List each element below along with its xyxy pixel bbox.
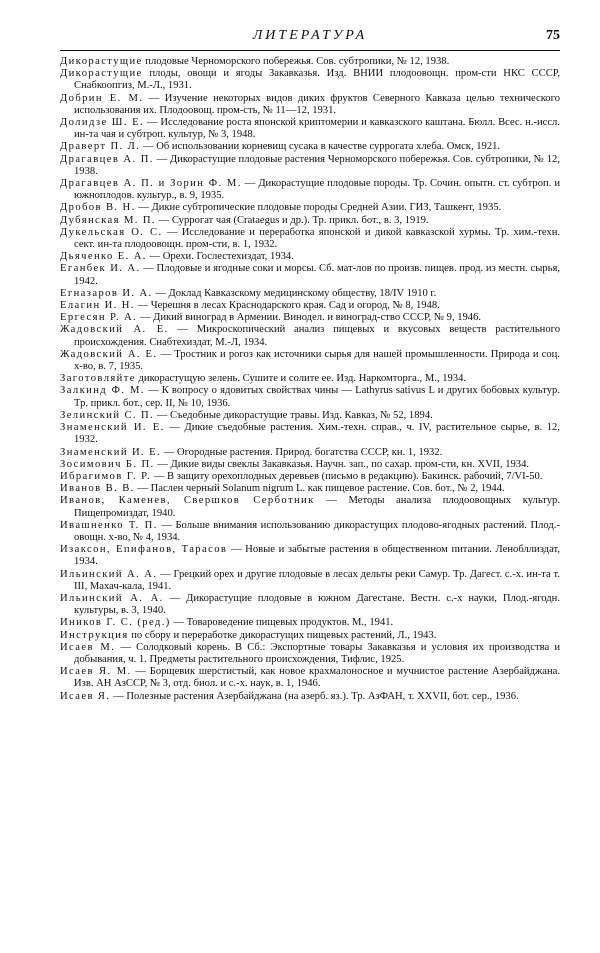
bibliography-entry [60, 300, 560, 312]
entry-author: Изаксон, Епифанов, Тарасов [60, 544, 228, 556]
bibliography-entry [60, 410, 560, 422]
entry-text: — Товароведение пищевых продуктов. М., 1941. [170, 617, 394, 629]
entry-text: — К вопросу о ядовитых свойствах чины — Lathyrus sativus L и других бобовых культур. Тр. прикл. бот., сер. II, № 10, 1936. [74, 385, 560, 409]
entry-text: — Черешня в лесах Краснодарского края. Сад и огород, № 8, 1948. [134, 300, 440, 312]
entry-author: Дробов В. Н. [60, 202, 136, 214]
running-title: ЛИТЕРАТУРА [252, 28, 368, 43]
entry-author: Знаменский И. Е. [60, 446, 162, 458]
entry-text: дикорастущую зелень. Сушите и солите ее. Изд. Наркомторга., М., 1934. [135, 373, 467, 385]
entry-author: Дикорастущие [60, 56, 143, 67]
entry-author: Дубянская М. П. [60, 214, 156, 226]
entry-text: — Дикие виды свеклы Закавказья. Научн. зап., по сахар. пром-сти, кн. XVII, 1934. [154, 458, 530, 470]
bibliography-entry [60, 630, 560, 642]
bibliography-entry [60, 691, 560, 703]
entry-author: Ильинский А. А. [60, 568, 158, 580]
bibliography-entry [60, 642, 560, 666]
bibliography-entry [60, 93, 560, 117]
entry-author: Жадовский А. Е. [60, 348, 158, 360]
entry-text: по сбору и переработке дикорастущих пищевых растений, Л., 1943. [128, 629, 437, 641]
entry-text: — Дикорастущие плодовые в южном Дагестане. Вестн. с.-х науки, Плод.-ягодн. культуры, в. 3, 1940. [74, 592, 560, 617]
entry-text: — Суррогат чая (Crataegus и др.). Тр. прикл. бот., в. 3, 1919. [155, 214, 429, 226]
entry-text: — Дикорастущие плодовые растения Черноморского побережья. Сов. субтропики, № 12, 1938. [74, 153, 560, 177]
entry-author: Исаев Я. М. [60, 666, 132, 678]
entry-author: Иванов В. В. [60, 483, 135, 495]
entry-text: — Паслен черный Solanum nigrum L. как пищевое растение. Сов. бот., № 2, 1944. [134, 483, 505, 495]
entry-author: Иванов, Каменев, Свершков Серботник [60, 495, 315, 507]
entry-text: — Борщевик шерстистый, как новое крахмалоносное и мучнистое растение Азербайджана. Изв. АН АзССР, № 3, отд. биол. и с.-х. наук, в. 1, 1946. [74, 666, 561, 690]
page-number: 75 [546, 28, 560, 43]
entry-text: — Исследование роста японской криптомерии и кавказского каштана. Бюлл. Всес. н.-иссл. ин-та чая и субтроп. культур, № 3, 1948. [74, 117, 560, 141]
entry-text: — Дикие съедобные растения. Хим.-техн. справ., ч. IV, растительное сырье, в. 12, 1932. [74, 422, 560, 446]
entry-author: Дьяченко Е. А. [60, 251, 147, 263]
entry-text: — Солодковый корень. В Сб.: Экспортные товары Закавказья и условия их производства и добывания, ч. 1. Предметы растительного происхождения, Тифлис, 1925. [74, 641, 560, 665]
bibliography-entry [60, 227, 560, 251]
bibliography-entry [60, 312, 560, 324]
entry-text: — Дикий виноград в Армении. Винодел. и виноград-ство СССР, № 9, 1946. [137, 312, 482, 324]
entry-author: Дикорастущие [60, 68, 143, 80]
page-header [60, 28, 560, 50]
entry-author: Заготовляйте [60, 373, 136, 385]
entry-author: Дукельская О. С. [60, 226, 163, 238]
bibliography-entry [60, 447, 560, 459]
entry-author: Добрин Е. М. [60, 92, 144, 104]
entry-author: Залкинд Ф. М. [60, 385, 145, 397]
bibliography-entry [60, 349, 560, 373]
entry-author: Драверт П. Л. [60, 141, 141, 153]
bibliography-entry [60, 666, 560, 690]
entry-author: Исаев Я. [60, 690, 111, 702]
entry-author: Драгавцев А. П. и Зорин Ф. М. [60, 178, 242, 190]
entry-text: — Грецкий орех и другие плодовые в лесах дельты реки Самур. Тр. Дагест. с.-х. ин-та т. III, Махач-кала, 1941. [74, 568, 560, 592]
entry-author: Ибрагимов Г. Р. [60, 470, 152, 482]
bibliography-entry [60, 373, 560, 385]
entry-author: Елагин И. Н. [60, 300, 135, 312]
bibliography-entry [60, 117, 560, 141]
bibliography-entry [60, 459, 560, 471]
entry-author: Ергесян Р. А. [60, 312, 138, 324]
entry-author: Еганбек И. А. [60, 263, 141, 275]
entry-text: — Съедобные дикорастущие травы. Изд. Кавказ, № 52, 1894. [154, 409, 433, 421]
bibliography-entry [60, 520, 560, 544]
bibliography-entry [60, 544, 560, 568]
entry-text: — Больше внимания использованию дикорастущих плодово-ягодных растений. Плод.-овощн. х-во, № 4, 1934. [74, 519, 560, 543]
bibliography-entry [60, 202, 560, 214]
bibliography-entry [60, 593, 560, 617]
entry-author: Знаменский И. Е. [60, 422, 165, 434]
entry-text: — Доклад Кавказскому медицинскому обществу, 18/IV 1910 г. [152, 287, 437, 299]
entry-text: — Изучение некоторых видов диких фруктов Северного Кавказа целью технического использования их. Плодоовощ. пром-сть, № 11—12, 1931. [74, 92, 560, 116]
bibliography-entry [60, 617, 560, 629]
entry-text: — Новые и забытые растения в общественном питании. Ленобллиздат, 1934. [74, 544, 560, 568]
bibliography-entry [60, 471, 560, 483]
entry-author: Жадовский А. Е. [60, 324, 169, 336]
entry-text: — Микроскопический анализ пищевых и вкусовых веществ растительного происхождения. Снабтехиздат, М.-Л, 1934. [74, 324, 560, 348]
entry-author: Долидзе Ш. Е. [60, 117, 145, 129]
bibliography-entry [60, 385, 560, 409]
bibliography-list [60, 56, 560, 703]
bibliography-entry [60, 178, 560, 202]
bibliography-entry [60, 215, 560, 227]
bibliography-entry [60, 263, 560, 287]
entry-text: — Дикие субтропические плодовые породы Средней Азии. ГИЗ, Ташкент, 1935. [135, 202, 502, 214]
entry-author: Инструкция [60, 629, 129, 641]
bibliography-entry [60, 495, 560, 519]
entry-text: — Методы анализа плодоовощных культур. Пищепромиздат, 1940. [74, 495, 560, 519]
entry-text: — Огородные растения. Природ. богатства СССР, кн. 1, 1932. [161, 446, 443, 458]
bibliography-entry [60, 288, 560, 300]
entry-text: — Плодовые и ягодные соки и морсы. Сб. мат-лов по произв. пищев. прод. из местн. сырья, 1942. [74, 263, 560, 287]
bibliography-entry [60, 251, 560, 263]
bibliography-entry [60, 154, 560, 178]
entry-author: Ильинский А. А. [60, 592, 164, 604]
header-rule [60, 50, 560, 51]
entry-author: Иников Г. С. (ред.) [60, 617, 171, 629]
bibliography-entry [60, 422, 560, 446]
entry-text: — Исследование и переработка японской и дикой кавказской хурмы. Тр. хим.-техн. сект. ин-та плодоовощн. пром-сти, в. 1, 1932. [74, 226, 561, 251]
bibliography-entry [60, 68, 560, 92]
entry-text: — В защиту орехоплодных деревьев (письмо в редакцию). Бакинск. рабочий, 7/VI-50. [151, 470, 543, 482]
entry-author: Драгавцев А. П. [60, 153, 154, 165]
entry-author: Зелинский С. П. [60, 409, 155, 421]
bibliography-entry [60, 483, 560, 495]
entry-text: — Тростник и рогоз как источники сырья для нашей промышленности. Природа и соц. х-во, в. 7, 1935. [74, 348, 560, 373]
bibliography-entry [60, 141, 560, 153]
entry-author: Зосимович Б. П. [60, 458, 155, 470]
entry-text: плодовые Черноморского побережья. Сов. субтропики, № 12, 1938. [142, 56, 450, 67]
entry-author: Ивашненко Т. П. [60, 519, 158, 531]
entry-author: Егназаров И. А. [60, 287, 153, 299]
entry-text: — Об использовании корневищ сусака в качестве суррогата хлеба. Омск, 1921. [140, 141, 501, 153]
entry-text: плоды, овощи и ягоды Закавказья. Изд. ВНИИ плодоовощн. пром-сти НКС СССР, Снабкоопгиз, М.-Л., 1931. [74, 68, 560, 92]
entry-author: Исаев М. [60, 641, 116, 653]
bibliography-entry [60, 56, 560, 68]
bibliography-entry [60, 569, 560, 593]
bibliography-entry [60, 324, 560, 348]
entry-text: — Дикорастущие плодовые породы. Тр. Сочин. опытн. ст. субтроп. и южноплодов. культур., в. 9, 1935. [74, 178, 560, 202]
entry-text: — Полезные растения Азербайджана (на азерб. яз.). Тр. АзФАН, т. XXVII, бот. сер., 1936. [110, 690, 519, 702]
entry-text: — Орехи. Гослестехиздат, 1934. [146, 251, 294, 263]
